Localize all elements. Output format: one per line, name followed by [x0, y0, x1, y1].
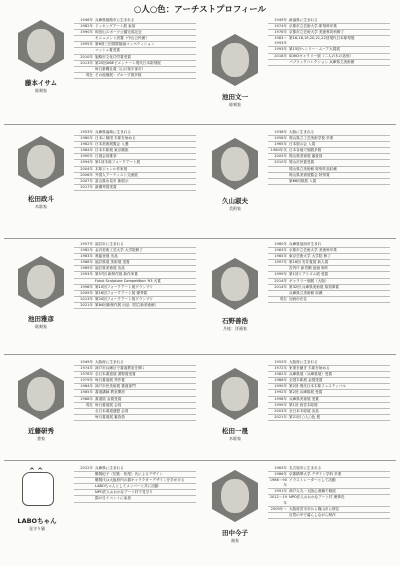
career-text: 毎日新聞社賞（山口県宇部市） [95, 66, 146, 71]
career-line [268, 36, 390, 47]
portrait-kuyama [212, 138, 258, 190]
career-text: 第1回リアリズム展 受賞 [289, 272, 329, 277]
career-year: 1994年 [80, 160, 93, 165]
career-text: LABOちゃんとしてメンバーと共に活動 [95, 484, 159, 489]
career-text: 神戸大丸・大阪心斎橋で個展 [289, 489, 336, 494]
career-year: 1995年 [80, 42, 93, 47]
artist-name: 田中今子 [222, 529, 248, 537]
portrait-fujimoto [18, 20, 64, 72]
career-year: 1999年 [274, 402, 287, 407]
portrait-ikeda-t [212, 34, 258, 86]
career-text: 福井市に生まれる [95, 242, 124, 246]
career-text: 日本木彫展 東京銀座 [95, 148, 129, 153]
career-year: 1982年 [80, 248, 93, 253]
career-text: 京都市立芸術大学 彫刻科卒業 [289, 24, 337, 29]
career-year [74, 279, 95, 284]
career-year: 1938年 [274, 130, 287, 134]
career-text: 新潟県に生まれる [289, 18, 318, 22]
page-title: ○人○色：アーチストプロフィール [133, 5, 267, 15]
career-text: 名古屋市に生まれる [289, 466, 322, 470]
career-list [268, 360, 390, 421]
career-text: 和田山スポーツ公園完成記念 [95, 30, 142, 35]
career-list [268, 242, 390, 303]
career-text: 京都市立芸術大学 美術科卒業 [289, 248, 337, 253]
career-text: 大阪府に生まれる [95, 360, 124, 364]
career-year: 2021年 [274, 414, 287, 419]
career-text: 第16,18,19,20,21,22回現代日本彫刻展 [289, 36, 355, 41]
career-text: 最優秀賞受賞 [95, 184, 117, 189]
career-text: 自然の中で暮らしながら制作 [289, 512, 336, 517]
career-text: 兵庫県姫路市に生まれる [95, 18, 135, 22]
artist-role: 見守り猫 [29, 526, 45, 531]
career-year: 1990年 [274, 384, 287, 389]
career-year: 2017年 [80, 184, 93, 189]
row-divider [4, 238, 396, 239]
career-year: 1997年 [274, 260, 287, 265]
career-text: 鶴岡氏は大阪府内の猫キャラクターデザインを手がける [95, 478, 185, 483]
career-year: 2007年 [80, 178, 93, 183]
career-line [268, 297, 390, 303]
artist-matsuda [4, 128, 200, 238]
career-text: モニュメント設置（中山公民館） [95, 36, 149, 41]
career-text: 福井県展 美術展 受賞 [95, 260, 130, 265]
career-year: 2014年 [274, 284, 287, 289]
career-year: 1993年 [274, 47, 287, 52]
career-text: 全日本書道展 書聖賞受賞 [95, 372, 136, 377]
artist-role: 彫刻家 [35, 88, 47, 93]
career-text: 日本各地で個展多数 [289, 148, 322, 153]
career-text: 日本展示会 入賞 [289, 142, 316, 147]
career-text: NPO法人おおかなアート村 理事長 [289, 495, 345, 500]
career-year: 1991年 [274, 489, 287, 494]
career-text: 鶴岡紀子（旧姓：松尾）氏によるデザイン [95, 472, 164, 477]
career-text: 神戸市兵庫区で書道教室を開く [95, 366, 146, 371]
artist-role: 彫刻家 [229, 102, 241, 107]
artist-role: 彫刻家 [35, 324, 47, 329]
artist-matsuda-k [202, 358, 398, 458]
career-line [268, 415, 390, 421]
career-year: 1986年 [80, 260, 93, 265]
career-text: 兵庫県に生まれる [95, 466, 124, 470]
career-year: 1985年 [80, 390, 93, 395]
career-year: 現在 [279, 296, 287, 301]
career-text: 猫の日イベントに参加 [95, 496, 131, 501]
career-year [268, 513, 289, 518]
career-year: 1998年 [274, 396, 287, 401]
career-year: 1982年 [80, 142, 93, 147]
career-text: 第6回三田国際版画コンペティション [95, 42, 155, 47]
artist-fujimoto [4, 14, 200, 124]
artist-ikeda-t [202, 14, 398, 124]
career-year: 2012年 [80, 466, 93, 470]
career-year: 1958年 [274, 136, 287, 141]
career-year [268, 173, 289, 178]
career-text: 東京芸術大学 大学院 修了 [289, 254, 331, 259]
artist-name: 藤本イサム [24, 79, 58, 87]
artist-name: 近藤研秀 [28, 427, 54, 435]
career-list [74, 130, 196, 191]
career-year: 2004年 [80, 166, 93, 171]
career-line [74, 73, 196, 79]
career-text: 全日本木彫展 出品 [289, 408, 319, 413]
career-text: 日本に帰国 木彫を始める [95, 136, 136, 141]
artist-name: 松田一晟 [222, 427, 248, 435]
artist-kondo [4, 358, 200, 458]
portrait-kondo [18, 368, 64, 420]
career-year: 1989年 [80, 266, 93, 271]
career-year: 1979年 [80, 378, 93, 383]
career-year: 1999年 [274, 272, 287, 277]
career-text: 書道講師 教室開設 [95, 390, 125, 395]
career-year [74, 490, 95, 495]
career-text: 大阪府茨木市から篠山市に移住 [289, 506, 340, 511]
career-year: 2010年 [274, 160, 287, 165]
artist-role: 書家 [37, 436, 45, 441]
career-year: 1990年 [80, 154, 93, 159]
career-year: 1990年 [80, 30, 93, 35]
career-year [74, 415, 95, 420]
career-text: ドッキングアート展 参加 [95, 24, 136, 29]
career-text: 木彫ジャンル作家展 [95, 166, 128, 171]
portrait-ishino [212, 258, 258, 310]
career-year: 1993年 [80, 272, 93, 277]
career-line [74, 303, 196, 309]
career-year: 1985年 [274, 254, 287, 259]
career-year [74, 36, 95, 41]
career-text: 第16回 安井賞展 新人賞 [289, 260, 329, 265]
career-text: 第21回 ○人○色 展 [289, 414, 321, 419]
career-year [268, 179, 289, 184]
career-text: 第1回 西宮木彫展 [289, 402, 318, 407]
career-text: 岡山市民賞受賞 [289, 160, 315, 165]
career-text: 兵庫県展（兵庫県展）受賞 [289, 372, 333, 377]
career-text: 京都精華大学 デザイン学科 卒業 [289, 472, 342, 477]
artist-labo [4, 464, 200, 564]
career-text: 毎日書道展 会員 [95, 402, 122, 407]
artist-kuyama [202, 128, 398, 238]
career-year: 1949年 [274, 18, 287, 22]
career-year: 1986年 [274, 378, 287, 383]
portrait-matsuda-k [212, 368, 258, 420]
career-text: 外国人アーティスト交流展 [95, 172, 138, 177]
career-year: 2013年 [80, 60, 93, 65]
career-text: 岡山県立工芸美術学校 卒業 [289, 136, 334, 141]
career-text: 宮内庁 新宮殿 絵画 制作 [289, 266, 329, 271]
career-year: 1946年 [80, 18, 93, 22]
career-text: 日展会員推挙 [95, 154, 117, 159]
career-text: 兵庫県加西市生まれ [289, 242, 322, 246]
career-text: 富山県氷見市 新展示 [95, 178, 129, 183]
career-year [268, 167, 289, 172]
career-text: 全国木彫展 金賞受賞 [289, 378, 323, 383]
career-text: 大阪府に生まれる [289, 360, 318, 364]
career-line [268, 60, 390, 66]
career-text: 全日本書道連盟 会員 [95, 408, 129, 413]
career-text: 金沢美術工芸大学 大学院修了 [95, 248, 143, 253]
career-year [74, 496, 95, 501]
career-year: 1998年 [80, 284, 93, 289]
career-year: 現在 [85, 72, 93, 77]
career-text: 毎日書道展 審査員 [95, 414, 125, 419]
career-year [74, 472, 95, 477]
career-year: 1976年 [80, 372, 93, 377]
career-year: 2013年 [80, 296, 93, 301]
career-text: 京都市立芸術大学 美術専攻科修了 [289, 30, 345, 35]
career-year [74, 48, 95, 53]
career-text: 第1回木彫フォークアート展 [95, 160, 141, 165]
career-year: 1953年 [80, 130, 93, 134]
career-text: イラストレーターとして活動 [289, 478, 336, 483]
career-text: 兵庫県美術展 受賞 [289, 396, 319, 401]
artist-name: 池田文一 [222, 93, 248, 101]
artist-ikeda-m [4, 242, 200, 352]
career-text: パブリックコレクション 兵庫県立美術館 [289, 59, 355, 64]
career-year: 1953年 [274, 360, 287, 364]
career-year: 1960年 [274, 242, 287, 246]
career-year: 1949年 [80, 360, 93, 364]
row-divider [4, 460, 396, 461]
career-year: 1980年 [80, 136, 93, 141]
career-year: 1983年 [80, 254, 93, 259]
career-line [268, 513, 390, 519]
career-year: 1983〜1993年 [274, 36, 287, 46]
career-year: 1965年 [274, 142, 287, 147]
career-text: 日本美術展覧会 入選 [95, 142, 129, 147]
artist-name: LABOちゃん [17, 517, 57, 525]
artist-ishino [202, 242, 398, 352]
career-text: 第2回 兵庫県展 受賞 [289, 390, 323, 395]
career-year: 2014年 [274, 278, 287, 283]
career-text: 第25回UBEビエンナーレ現代日本彫刻展 [95, 60, 161, 65]
career-text: NPO法人おおかなアート村で見守り [95, 490, 153, 495]
career-year: 1988年 [80, 396, 93, 401]
artist-role: 木彫家 [35, 204, 47, 209]
career-year: 1986〜90年 [269, 478, 287, 488]
career-year: 1984年 [80, 148, 93, 153]
career-line [268, 478, 390, 489]
artist-tanaka [202, 464, 398, 564]
career-year [268, 60, 289, 65]
career-line [74, 415, 196, 421]
career-text: 毎日書道展 秀作賞 [95, 378, 125, 383]
row-divider [4, 354, 396, 355]
career-year: 2010年 [80, 54, 93, 59]
career-year: 1986年 [274, 472, 287, 477]
career-year: 2005年〜 [270, 506, 287, 511]
career-year [74, 484, 95, 489]
career-list [268, 466, 390, 519]
career-year: 2012〜19年 [269, 495, 287, 505]
career-year: 1992年 [274, 390, 287, 395]
career-year: 1983年 [274, 248, 287, 253]
career-list [268, 130, 390, 185]
career-text: その他個展・グループ展多数 [95, 72, 142, 77]
career-text: 岡山県美術展覧会 特別賞 [289, 172, 330, 177]
career-year: 2003年 [274, 408, 287, 413]
career-year [74, 67, 95, 72]
career-text: 岡山県美術展 審査員 [289, 154, 323, 159]
career-text: 第66回県展 入賞 [289, 178, 317, 183]
career-text: ギャラリー個展（大阪） [289, 278, 329, 283]
artist-name: 石野善浩 [222, 317, 248, 325]
career-year: 1980年代 [270, 148, 287, 153]
portrait-ikeda-m [18, 256, 64, 308]
career-text: 奥能登展 出品 [95, 254, 118, 259]
career-year: 1963年 [274, 466, 287, 470]
career-list [74, 466, 196, 503]
career-year: 1957年 [80, 242, 93, 246]
career-text: 書道展 金賞受賞 [95, 396, 122, 401]
artist-role: 木彫家 [229, 436, 241, 441]
career-text: 姫路市文化功労賞受賞 [95, 54, 131, 59]
career-text: 第20回フォークアート展グランプリ [95, 296, 154, 301]
career-text: Fukui Sculpture Competition '93 大賞 [95, 278, 161, 283]
artist-name: 久山淑夫 [222, 197, 248, 205]
portrait-matsuda [18, 136, 64, 188]
career-year: 1982年 [80, 24, 93, 29]
career-year: 現在 [85, 402, 93, 407]
career-text: 大阪に生まれる [289, 130, 315, 134]
career-year: 2021年 [80, 302, 93, 307]
career-text: 岡山県立美術館 彫刻作品収蔵 [289, 166, 337, 171]
career-year: 1982年 [274, 372, 287, 377]
career-year [74, 409, 95, 414]
career-year: 1984年 [80, 384, 93, 389]
career-list [74, 360, 196, 421]
career-text: 兵庫県福崎に生まれる [95, 130, 131, 134]
career-line [268, 179, 390, 185]
career-year: 1974年 [274, 24, 287, 29]
career-text: 福井県美術展 出品 [95, 266, 125, 271]
labo-cat-illustration [22, 472, 54, 506]
career-year: 2005年 [274, 154, 287, 159]
career-year: 2006年 [80, 172, 93, 177]
career-text: 家業を継ぎ 木彫を始める [289, 366, 330, 371]
career-text: 神戸市民美術展 書道部門 [95, 384, 136, 389]
career-text: 第84回新制作展 出品（国立新美術館） [95, 302, 159, 307]
artist-role: 月桂：洋画家 [223, 326, 247, 331]
career-list [268, 18, 390, 66]
career-year: 2018年 [274, 53, 287, 58]
career-text: SOKOギャラリー展（二人の木の造形） [289, 53, 354, 58]
career-text: 第57回 新制作展 新作家賞 [95, 272, 138, 277]
career-year [268, 266, 289, 271]
career-line [74, 185, 196, 191]
career-text: 第16回フォークアート展 優秀賞 [95, 290, 148, 295]
career-year: 1974年 [80, 366, 93, 371]
career-year: 1976年 [274, 30, 287, 35]
artist-role: 美術家 [229, 206, 241, 211]
career-list [74, 18, 196, 79]
career-text: 加西市在住 [289, 296, 307, 301]
career-text: マッシュ賞受賞 [95, 48, 120, 53]
career-list [74, 242, 196, 309]
career-year [74, 478, 95, 483]
artist-role: 画家 [231, 538, 239, 543]
career-line [268, 495, 390, 506]
career-year [268, 291, 289, 296]
career-text: 第10回フォークアート展グランプリ [95, 284, 154, 289]
artist-name: 池田雅彦 [28, 315, 54, 323]
career-year: 1972年 [274, 366, 287, 371]
career-text: 第2回 現代日本木彫フェスティバル [289, 384, 346, 389]
portrait-tanaka [212, 470, 258, 522]
career-year: 2009年 [80, 290, 93, 295]
artist-name: 松田政斗 [28, 195, 54, 203]
career-line [74, 496, 196, 502]
career-text: 第15回ヘンリー・ムーア大賞展 [289, 47, 340, 52]
career-text: 兵庫県立美術館 収蔵 [289, 290, 323, 295]
row-divider [4, 124, 396, 125]
career-text: 第32回 兵庫県美術展 県知事賞 [289, 284, 339, 289]
